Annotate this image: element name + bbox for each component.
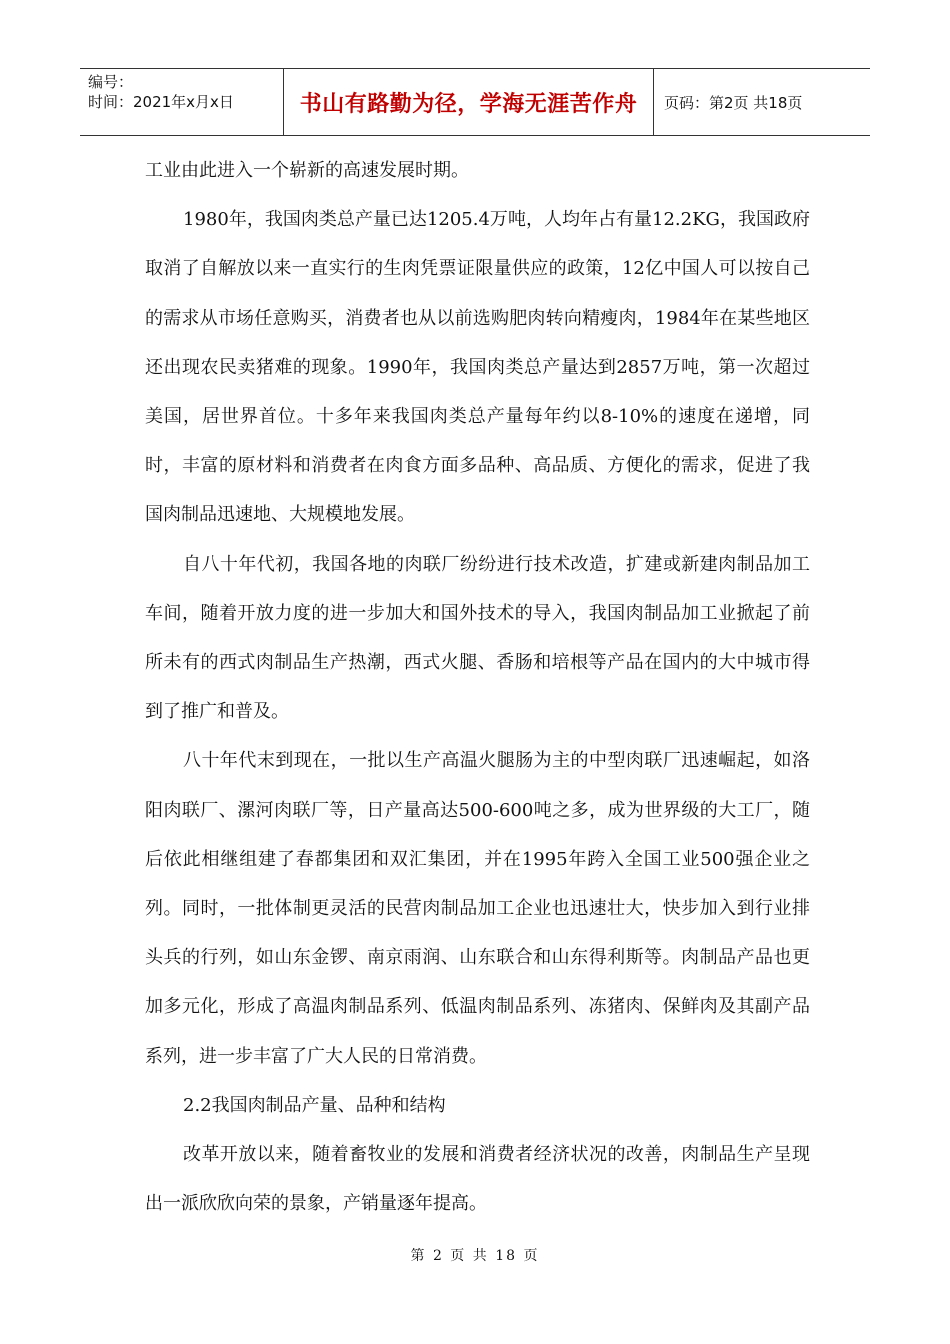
page-footer: 第 2 页 共 18 页 <box>410 1248 540 1264</box>
section-heading: 2.2我国肉制品产量、品种和结构 <box>183 1094 446 1116</box>
header-meta <box>80 69 284 135</box>
document-date: 时间：2021年x月x日 <box>88 93 234 111</box>
paragraph: 1980年，我国肉类总产量已达1205.4万吨，人均年占有量12.2KG，我国政府取消了自解放以来一直实行的生肉凭票证限量供应的政策，12亿中国人可以按自己的需求从市场任意购买，消费者也从以前选购肥肉转向精瘦肉，1984年在某些地区还出现农民卖猪难的现象。1990年，我国肉类总产量达到2857万吨，第一次超过美国，居世界首位。十多年来我国肉类总产量每年约以8-10%的速度在递增，同时，丰富的原材料和消费者在肉食方面多品种、高品质、方便化的需求，促进了我国肉制品迅速地、大规模地发展。 <box>145 209 810 526</box>
document-body <box>145 146 810 1228</box>
document-number-label: 编号： <box>88 73 134 91</box>
paragraph: 八十年代末到现在，一批以生产高温火腿肠为主的中型肉联厂迅速崛起，如洛阳肉联厂、漯河肉联厂等，日产量高达500-600吨之多，成为世界级的大工厂，随后依此相继组建了春都集团和双汇集团，并在1995年跨入全国工业500强企业之列。同时，一批体制更灵活的民营肉制品加工企业也迅速壮大，快步加入到行业排头兵的行列，如山东金锣、南京雨润、山东联合和山东得利斯等。肉制品产品也更加多元化，形成了高温肉制品系列、低温肉制品系列、冻猪肉、保鲜肉及其副产品系列，进一步丰富了广大人民的日常消费。 <box>145 750 810 1067</box>
header-page-info: 页码：第2页 共18页 <box>664 93 803 112</box>
paragraph: 自八十年代初，我国各地的肉联厂纷纷进行技术改造，扩建或新建肉制品加工车间，随着开放力度的进一步加大和国外技术的导入，我国肉制品加工业掀起了前所未有的西式肉制品生产热潮，西式火腿、香肠和培根等产品在国内的大中城市得到了推广和普及。 <box>145 553 810 723</box>
paragraph: 改革开放以来，随着畜牧业的发展和消费者经济状况的改善，肉制品生产呈现出一派欣欣向荣的景象，产销量逐年提高。 <box>145 1144 810 1215</box>
header-motto: 书山有路勤为径，学海无涯苦作舟 <box>284 69 654 135</box>
page-header <box>80 68 870 136</box>
paragraph-continuation: 工业由此进入一个崭新的高速发展时期。 <box>145 160 469 181</box>
